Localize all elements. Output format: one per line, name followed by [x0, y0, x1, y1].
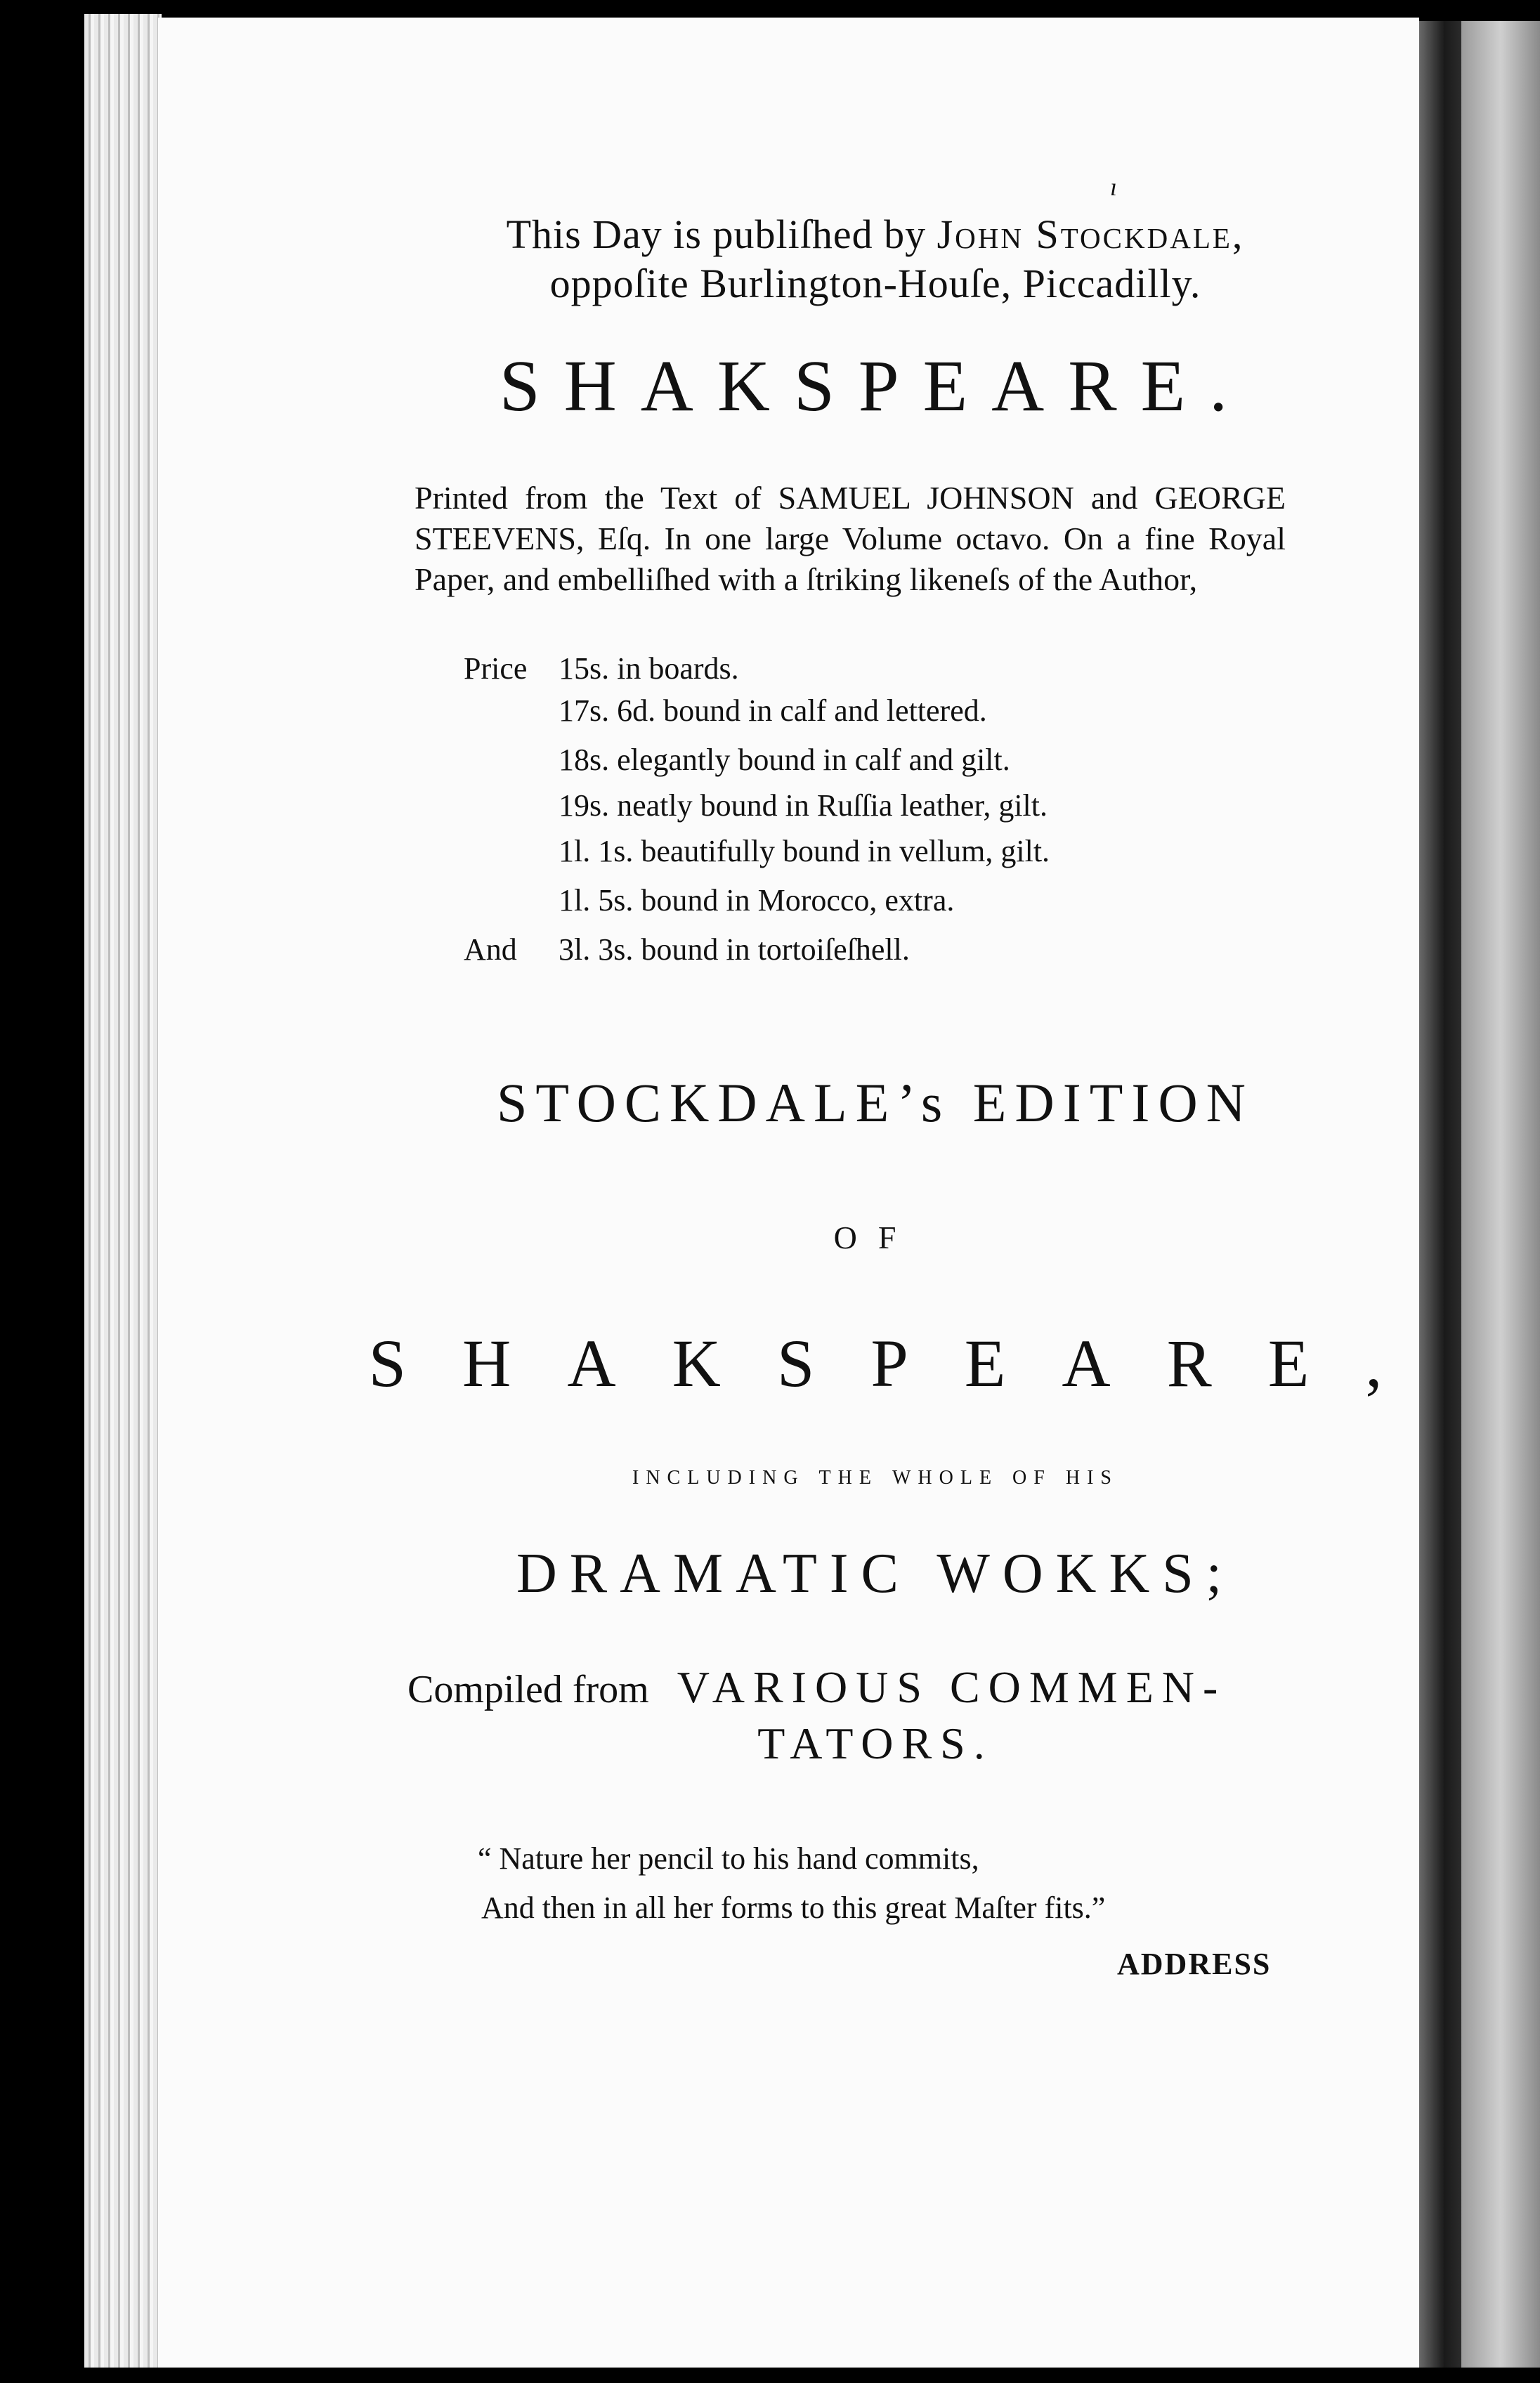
price-label-and: And — [464, 932, 517, 967]
price-item: 15s. in boards. — [559, 651, 739, 686]
price-item: 1l. 5s. bound in Morocco, extra. — [559, 883, 955, 918]
epigraph-line-1: “ Nature her pencil to his hand commits, — [478, 1841, 979, 1876]
publisher-line-2: oppoſite Burlington-Houſe, Piccadilly. — [549, 261, 1201, 306]
price-item: 3l. 3s. bound in tortoiſeſhell. — [559, 932, 910, 967]
catchword: ADDRESS — [1117, 1947, 1272, 1981]
publisher-line-1 — [105, 211, 1540, 257]
edition-title: STOCKDALE’s EDITION — [496, 1072, 1254, 1133]
price-item: 18s. elegantly bound in calf and gilt. — [559, 743, 1010, 777]
tators-line: TATORS. — [757, 1718, 993, 1768]
price-item: 19s. neatly bound in Ruſſia leather, gilt. — [559, 788, 1048, 823]
compiled-line — [407, 1661, 1226, 1713]
second-title: SHAKSPEARE, — [368, 1326, 1439, 1401]
publisher-name: John Stockdale, — [937, 211, 1245, 257]
price-item: 1l. 1s. beautifully bound in vellum, gilt. — [559, 834, 1050, 868]
dramatic-works-heading: DRAMATIC WOKKS; — [516, 1543, 1234, 1605]
of-word: OF — [833, 1220, 918, 1255]
epigraph-line-2: And then in all her forms to this great Maſter fits.” — [481, 1891, 1106, 1925]
description-paragraph: Printed from the Text of SAMUEL JOHNSON and GEORGE STEEVENS, Eſq. In one large Volume octavo. On a fine Royal Paper, and embelliſhed with a ſtriking likeneſs of the Author, — [415, 480, 1286, 597]
price-label: Price — [464, 651, 528, 686]
including-line: including the whole of his — [632, 1458, 1118, 1490]
printer-mark: ı — [1110, 173, 1118, 201]
price-item: 17s. 6d. bound in calf and lettered. — [559, 693, 987, 728]
compiled-from: Compiled from — [407, 1668, 649, 1711]
publisher-intro: This Day is publiſhed by — [506, 211, 927, 257]
book-edge-left — [0, 0, 91, 2383]
various-commentators: VARIOUS COMMEN- — [677, 1662, 1227, 1712]
main-title: SHAKSPEARE. — [499, 346, 1252, 426]
